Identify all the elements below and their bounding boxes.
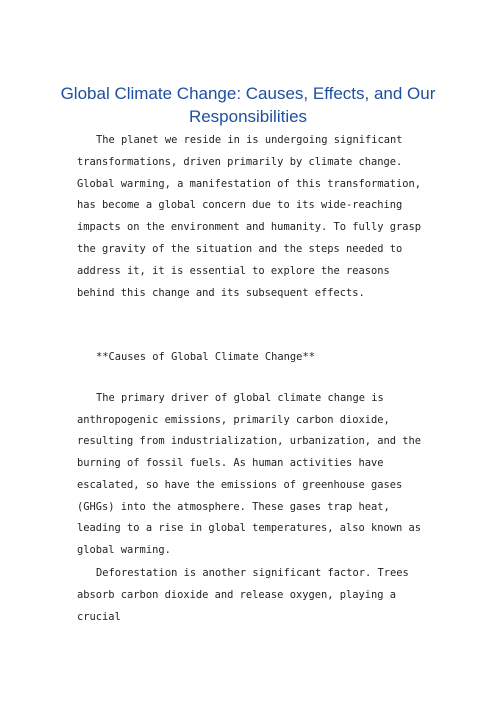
section-heading-causes: **Causes of Global Climate Change** [96,351,315,363]
document-title: Global Climate Change: Causes, Effects, and Our Responsibilities [60,84,436,126]
intro-paragraph: The planet we reside in is undergoing significant transformations, driven primarily by climate change. Global warming, a manifestation of this transformation, has become a global concern due to its wide-reaching impacts on the environment and humanity. To fully grasp the gravity of the situation and the steps needed to address it, it is essential to explore the reasons behind this change and its subsequent effects. [77,134,422,299]
causes-paragraph: The primary driver of global climate change is anthropogenic emissions, primarily carbon dioxide, resulting from industrialization, urbanization, and the burning of fossil fuels. As human activities have escalated, so have the emissions of greenhouse gases (GHGs) into the atmosphere. These gases trap heat, leading to a rise in global temperatures, also known as global warming. [77,392,422,556]
deforestation-paragraph: Deforestation is another significant factor. Trees absorb carbon dioxide and release oxygen, playing a crucial [77,567,409,623]
